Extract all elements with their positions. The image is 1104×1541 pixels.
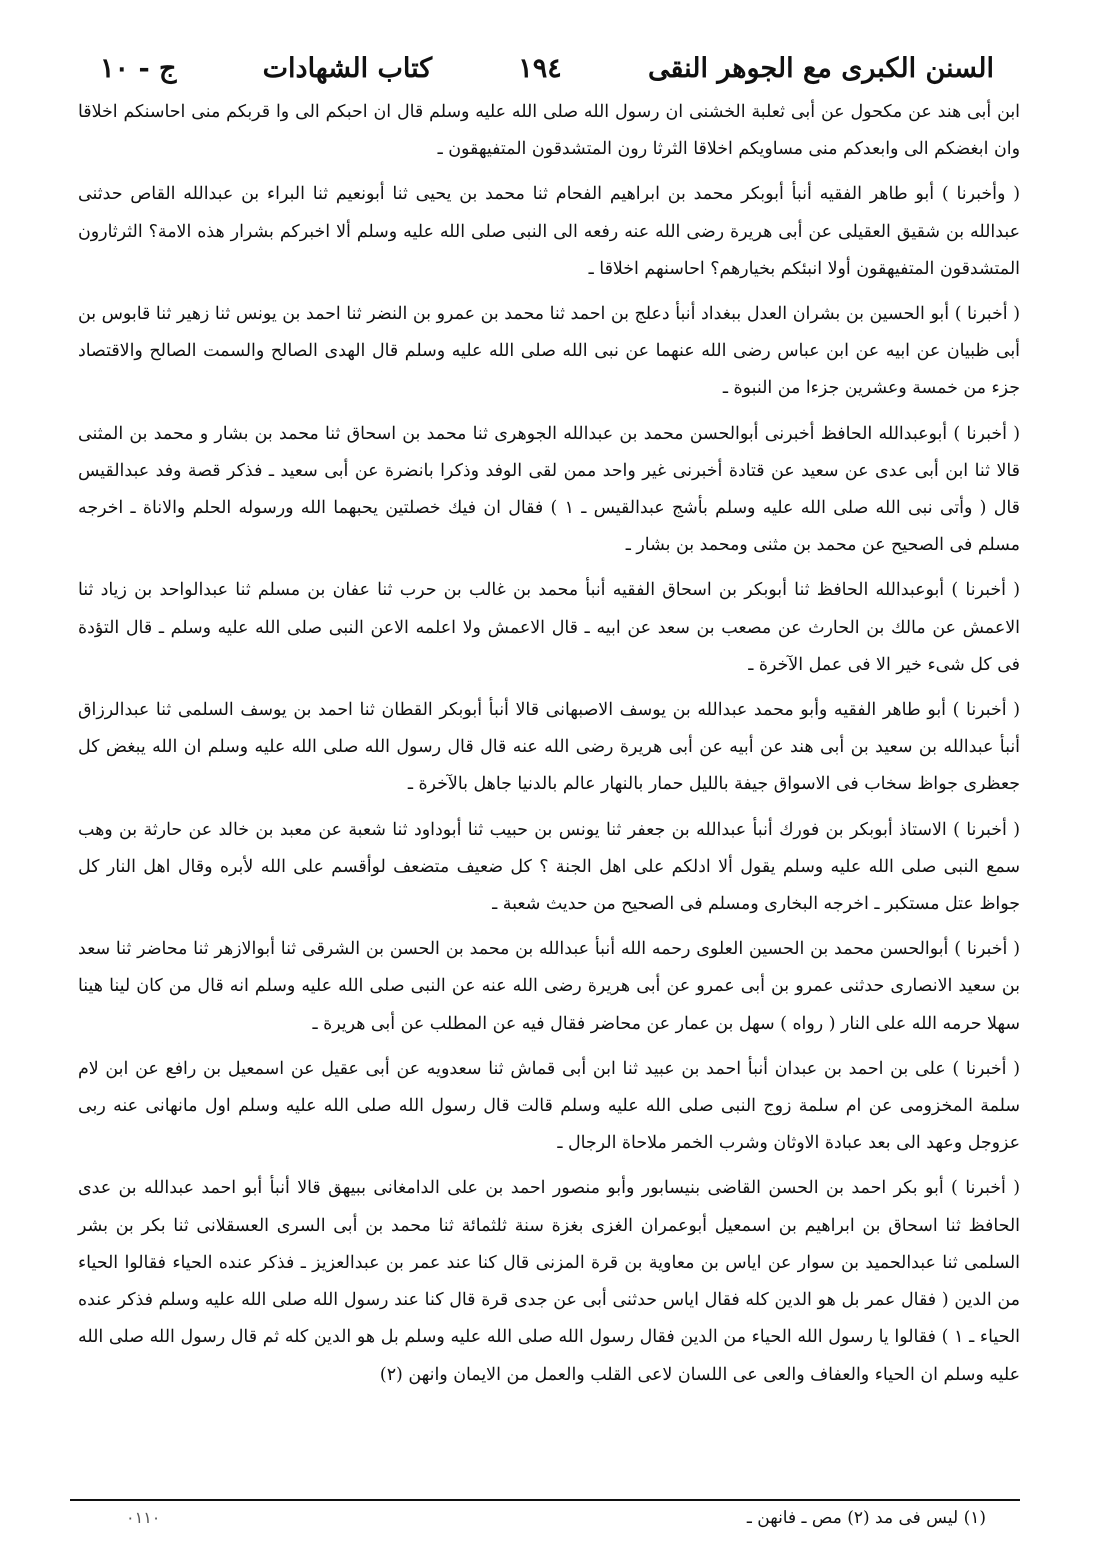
paragraph: ( أخبرنا ) أبوعبدالله الحافظ أخبرنى أبوالحسن محمد بن عبدالله الجوهرى ثنا محمد بن اسحاق ثنا محمد بن بشار و محمد بن المثنى قالا ثنا ابن أبى عدى عن سعيد عن قتادة أخبرنى غير واحد ممن لقى الوفد وذكرا بانضرة عن أبى سعيد ـ فذكر قصة وفد عبدالقيس قال ( وأتى نبى الله صلى الله عليه وسلم بأشج عبدالقيس ـ ١ ) فقال ان فيك خصلتين يحبهما الله ورسوله الحلم والاناة ـ اخرجه مسلم فى الصحيح عن محمد بن مثنى ومحمد بن بشار ـ (78, 423, 1020, 556)
chapter-title: كتاب الشهادات (262, 52, 433, 84)
running-header (100, 44, 994, 92)
paragraph: ( أخبرنا ) على بن احمد بن عبدان أنبأ احمد بن عبيد ثنا ابن أبى قماش ثنا سعدويه عن أبى عقيل عن اسمعيل بن رافع عن ابن لام سلمة المخزومى عن ام سلمة زوج النبى صلى الله عليه وسلم قالت قال رسول الله صلى الله عليه وسلم اول مانهانى عنه ربى عزوجل وعهد الى بعد عبادة الاوثان وشرب الخمر ملاحاة الرجال ـ (78, 1058, 1020, 1154)
footnote-divider (70, 1499, 1020, 1501)
book-title: السنن الكبرى مع الجوهر النقى (647, 52, 994, 84)
footnote: (١) ليس فى مد (٢) مص ـ فانهن ـ (746, 1508, 986, 1528)
corner-mark: ٠١١٠ (126, 1508, 161, 1527)
page-number: ١٩٤ (518, 52, 562, 84)
paragraph: ابن أبى هند عن مكحول عن أبى ثعلبة الخشنى ان رسول الله صلى الله عليه وسلم قال ان احبكم الى وا قربكم منى احاسنكم اخلاقا وان ابغضكم الى وابعدكم منى مساويكم اخلاقا الثرثا رون المتشدقون المتفيهقون ـ (78, 102, 1020, 160)
paragraph: ( أخبرنا ) أبو الحسين بن بشران العدل ببغداد أنبأ دعلج بن احمد ثنا محمد بن عمرو بن النضر ثنا احمد بن يونس ثنا زهير ثنا قابوس بن أبى ظبيان عن ابيه عن ابن عباس رضى الله عنهما عن نبى الله صلى الله عليه وسلم قال الهدى الصالح والسمت الصالح والاقتصاد جزء من خمسة وعشرين جزءا من النبوة ـ (78, 304, 1020, 399)
paragraph: ( وأخبرنا ) أبو طاهر الفقيه أنبأ أبوبكر محمد بن ابراهيم الفحام ثنا محمد بن يحيى ثنا أبونعيم ثنا البراء بن عبدالله القاص حدثنى عبدالله بن شقيق العقيلى عن أبى هريرة رضى الله عنه رفعه الى النبى صلى الله عليه وسلم ألا اخبركم بشرار هذه الامة؟ الثرثارون المتشدقون المتفيهقون أولا انبئكم بخيارهم؟ احاسنهم اخلاقا ـ (78, 184, 1020, 279)
paragraph: ( أخبرنا ) أبوالحسن محمد بن الحسين العلوى رحمه الله أنبأ عبدالله بن محمد بن الحسن بن الشرقى ثنا أبوالازهر ثنا محاضر ثنا سعد بن سعيد الانصارى حدثنى عمرو بن أبى عمرو عن أبى هريرة رضى الله عنه عن النبى صلى الله عليه وسلم انه قال من كان لينا هينا سهلا حرمه الله على النار ( رواه ) سهل بن عمار عن محاضر فقال فيه عن المطلب عن أبى هريرة ـ (78, 939, 1020, 1034)
paragraph: ( أخبرنا ) الاستاذ أبوبكر بن فورك أنبأ عبدالله بن جعفر ثنا يونس بن حبيب ثنا أبوداود ثنا شعبة عن معبد بن خالد عن حارثة بن وهب سمع النبى صلى الله عليه وسلم يقول ألا ادلكم على اهل الجنة ؟ كل ضعيف متضعف لوأقسم على الله لأبره وقال اهل النار كل جواظ عتل مستكبر ـ اخرجه البخارى ومسلم فى الصحيح من حديث شعبة ـ (78, 819, 1020, 915)
paragraph: ( أخبرنا ) أبوعبدالله الحافظ ثنا أبوبكر بن اسحاق الفقيه أنبأ محمد بن غالب بن حرب ثنا عفان بن مسلم ثنا عبدالواحد بن زياد ثنا الاعمش عن مالك بن الحارث عن مصعب بن سعد عن ابيه ـ قال الاعمش ولا اعلمه الاعن النبى صلى الله عليه وسلم ـ قال التؤدة فى كل شىء خير الا فى عمل الآخرة ـ (78, 580, 1020, 675)
paragraph: ( أخبرنا ) أبو طاهر الفقيه وأبو محمد عبدالله بن يوسف الاصبهانى قالا أنبأ أبوبكر القطان ثنا احمد بن يوسف السلمى ثنا عبدالرزاق أنبأ عبدالله بن سعيد بن أبى هند عن أبيه عن أبى هريرة رضى الله عنه قال قال رسول الله صلى الله عليه وسلم ان الله يبغض كل جعظرى جواظ سخاب فى الاسواق جيفة بالليل حمار بالنهار عالم بالدنيا جاهل بالآخرة ـ (78, 700, 1020, 795)
paragraph: ( أخبرنا ) أبو بكر احمد بن الحسن القاضى بنيسابور وأبو منصور احمد بن على الدامغانى ببيهق قالا أنبأ أبو احمد عبدالله بن عدى الحافظ ثنا اسحاق بن ابراهيم بن اسمعيل أبوعمران الغزى بغزة سنة ثلثمائة ثنا محمد بن أبى السرى العسقلانى ثنا بكر بن بشر السلمى ثنا عبدالحميد بن سوار عن اياس بن معاوية بن قرة المزنى قال كنا عند عمر بن عبدالعزيز ـ فذكر عنده الحياء فقالوا الحياء من الدين ( فقال عمر بل هو الدين كله فقال اياس حدثنى أبى عن جدى قرة قال كنا عند رسول الله صلى الله عليه وسلم فذكر عنده الحياء ـ ١ ) فقالوا يا رسول الله الحياء من الدين فقال رسول الله صلى الله عليه وسلم بل هو الدين كله ثم قال رسول الله صلى الله عليه وسلم ان الحياء والعفاف والعى عى اللسان لاعى القلب والعمل من الايمان وانهن (٢) (78, 1178, 1020, 1385)
volume-label: ج - ١٠ (100, 52, 177, 84)
main-text (78, 94, 1020, 1394)
